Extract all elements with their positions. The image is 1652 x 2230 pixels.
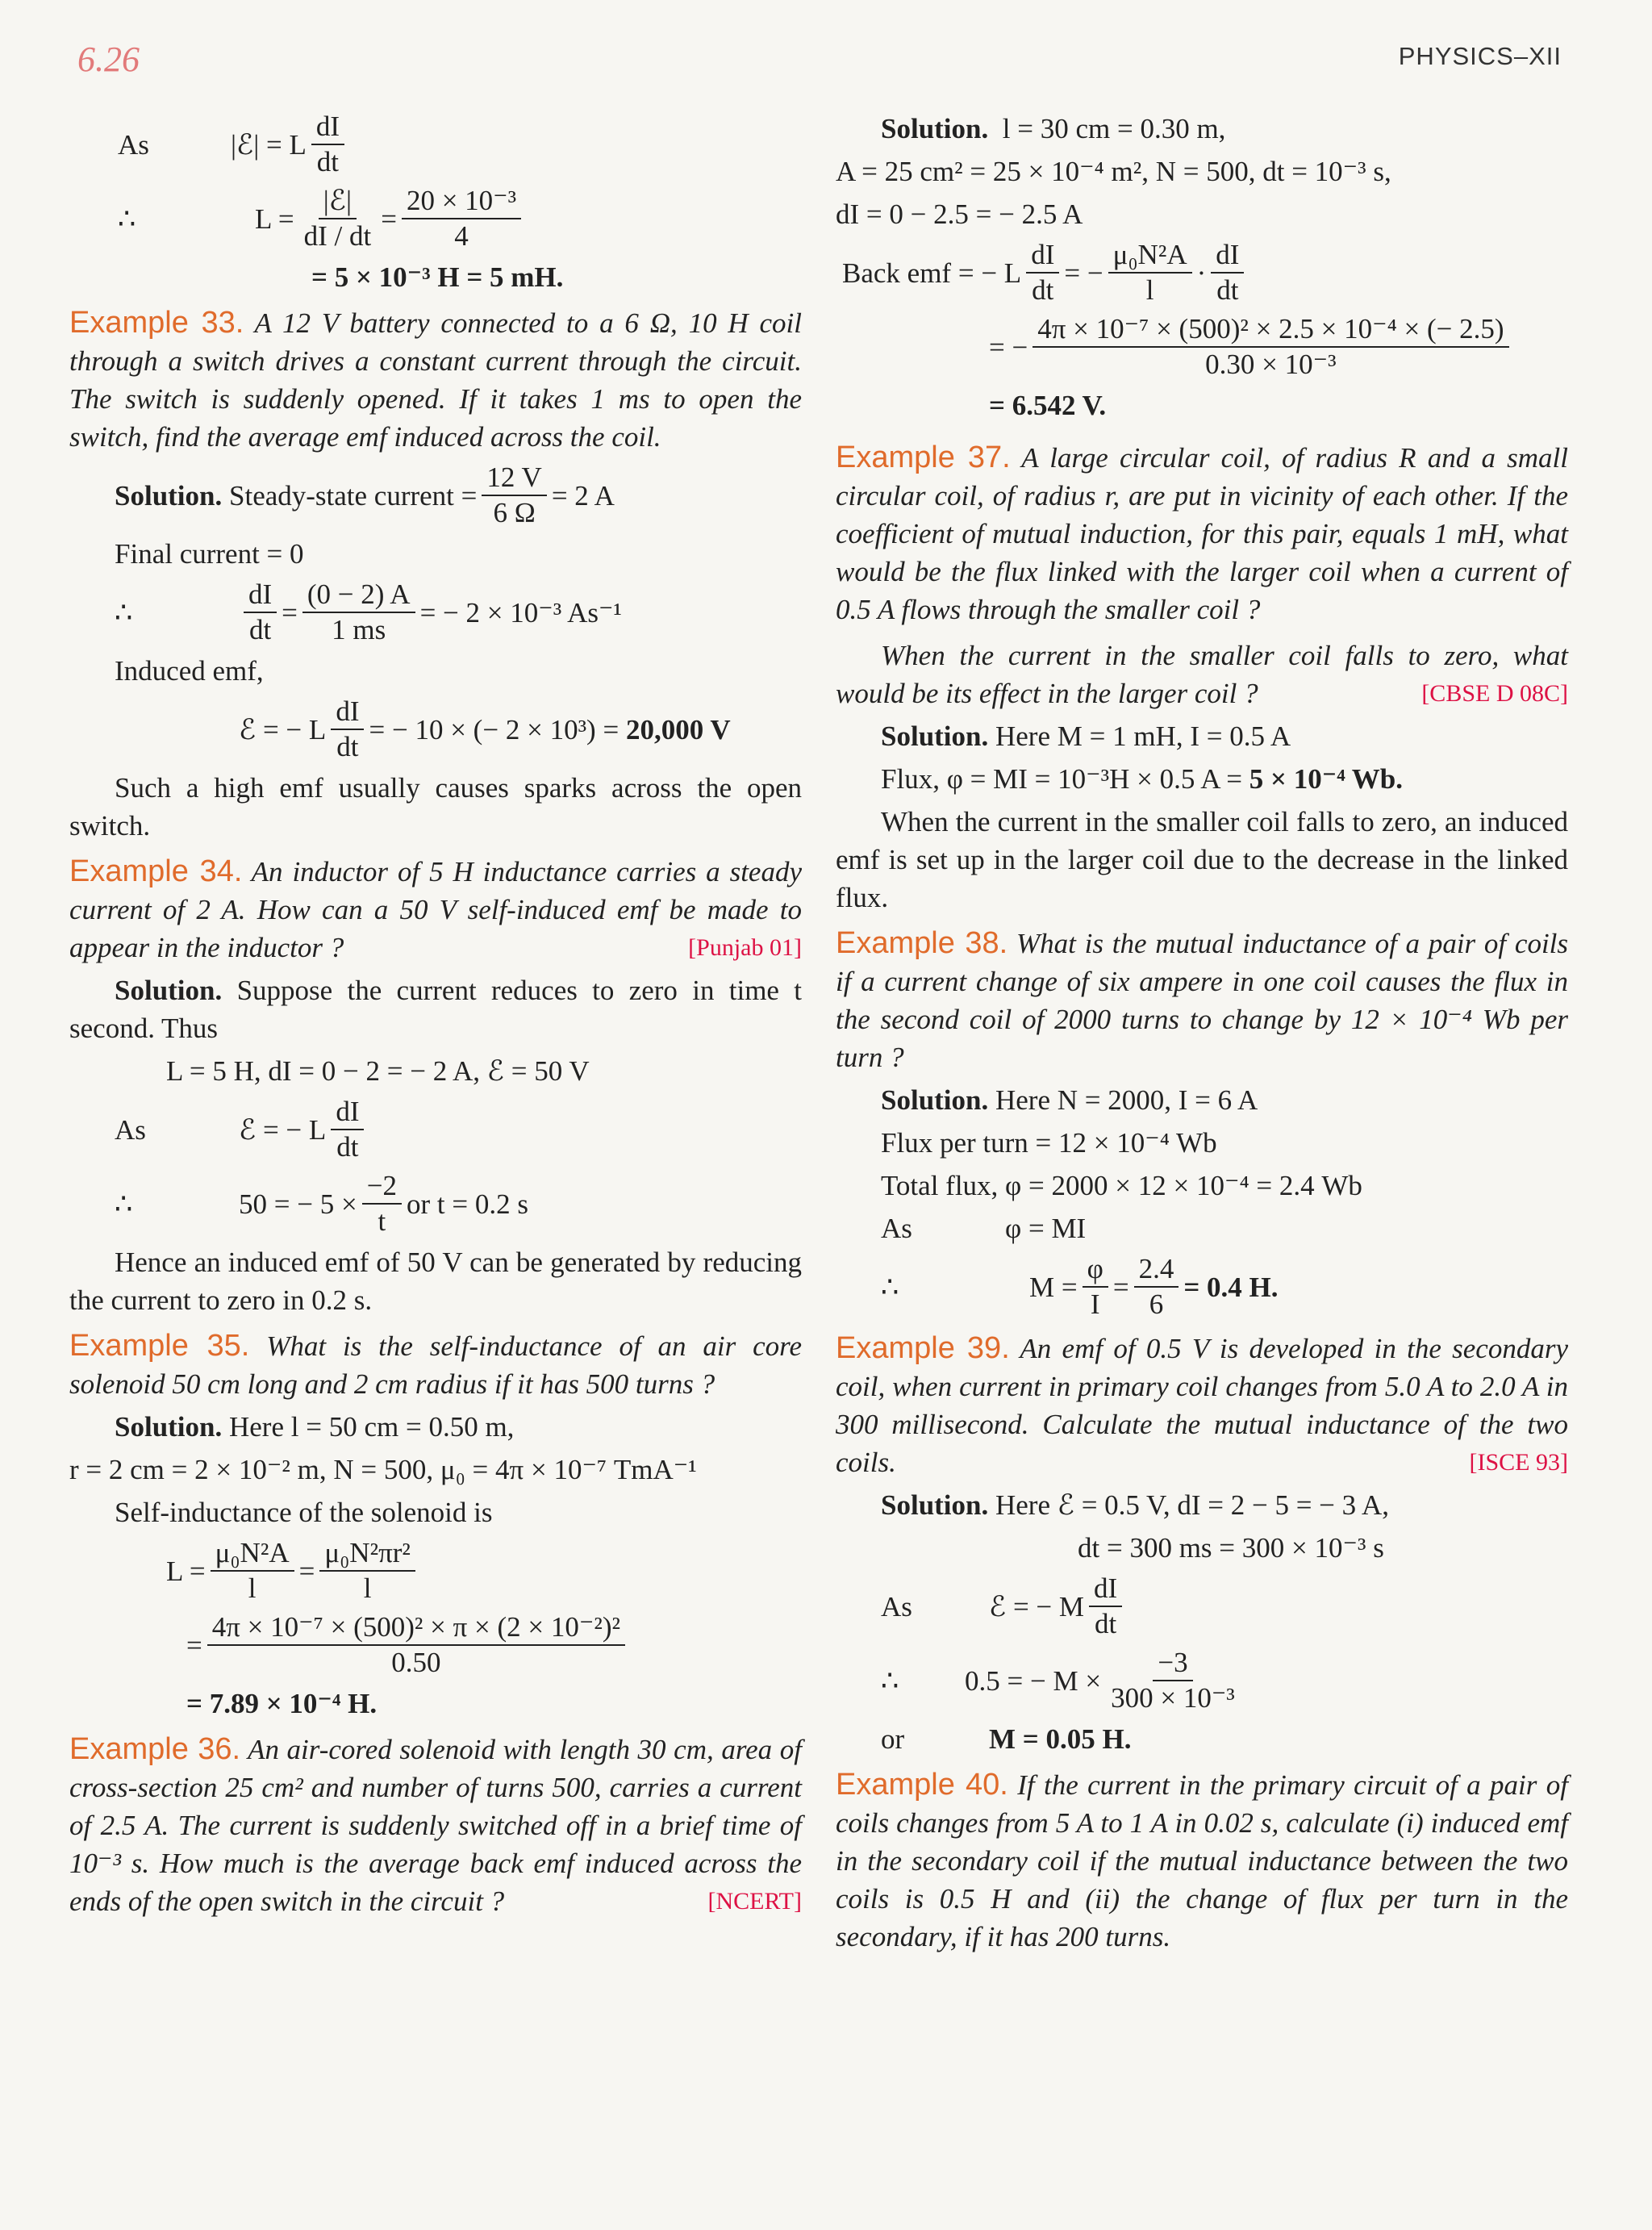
- fraction: [362, 1169, 402, 1238]
- numerator: dI: [1026, 238, 1059, 274]
- numerator: dI: [331, 1095, 364, 1130]
- equation: [69, 578, 802, 647]
- example-37: [836, 439, 1568, 628]
- equation: [836, 1646, 1568, 1715]
- denominator: dt: [316, 146, 340, 177]
- result: = 7.89 × 10⁻⁴ H.: [186, 1688, 378, 1719]
- solution-text: Here N = 2000, I = 6 A: [995, 1084, 1258, 1116]
- fraction: [1108, 238, 1192, 307]
- source-tag: [Punjab 01]: [688, 934, 802, 961]
- eq-lead: ∴: [115, 596, 133, 628]
- fraction: [302, 578, 415, 647]
- numerator: dI: [311, 110, 344, 145]
- equation: [69, 1095, 802, 1164]
- eq-text: Steady-state current =: [229, 479, 478, 512]
- eq-lead: ∴: [115, 1188, 133, 1220]
- numerator: 20 × 10⁻³: [402, 184, 521, 219]
- equation: [836, 1572, 1568, 1641]
- numerator: μ₀N²A: [211, 1536, 294, 1572]
- example-37-part2: [836, 637, 1568, 712]
- numerator: |ℰ|: [319, 184, 357, 219]
- given-line: r = 2 cm = 2 × 10⁻² m, N = 500, μ₀ = 4π × 10⁻⁷ TmA⁻¹: [69, 1454, 697, 1485]
- fraction: [402, 184, 521, 253]
- denominator: dt: [336, 731, 359, 762]
- fraction: [1106, 1646, 1240, 1715]
- example-text: An emf of 0.5 V is developed in the secondary coil, when current in primary coil changes from 5.0 A to 2.0 A in 300 millisecond. Calculate the mutual inductance of the two coils.: [836, 1333, 1568, 1478]
- solution-label: Solution.: [881, 113, 989, 144]
- page-number: 6.26: [77, 40, 140, 79]
- eq-text: L =: [255, 203, 294, 235]
- denominator: dt: [1095, 1608, 1117, 1639]
- given-line: dI = 0 − 2.5 = − 2.5 A: [836, 198, 1083, 230]
- text-line: dt = 300 ms = 300 × 10⁻³ s: [1078, 1532, 1384, 1564]
- solution-text: Here l = 50 cm = 0.50 m,: [229, 1411, 515, 1443]
- example-40: [836, 1766, 1568, 1956]
- left-column: [69, 105, 802, 1920]
- eq-result: = 0.4 H.: [1183, 1271, 1279, 1303]
- example-text: What is the mutual inductance of a pair of coils if a current change of six ampere in one coil causes the flux in the second coil of 2000 turns to change by 12 × 10⁻⁴ Wb per turn ?: [836, 928, 1569, 1073]
- eq-text: ℰ = − L: [239, 1113, 327, 1146]
- running-head: PHYSICS–XII: [1398, 42, 1562, 70]
- equation: [836, 1720, 1568, 1758]
- fraction: [1032, 312, 1508, 382]
- eq-text: M =: [1029, 1271, 1078, 1303]
- example-text: When the current in the smaller coil falls to zero, what would be its effect in the larger coil ?: [836, 640, 1568, 709]
- example-38: [836, 925, 1568, 1076]
- denominator: l: [248, 1572, 257, 1604]
- fraction: [207, 1610, 625, 1680]
- fraction: [482, 461, 546, 530]
- denominator: 0.30 × 10⁻³: [1205, 349, 1337, 380]
- fraction: [1211, 238, 1244, 307]
- numerator: dI: [331, 695, 364, 730]
- equation: [836, 1252, 1568, 1322]
- numerator: φ: [1083, 1252, 1108, 1288]
- text-line: Final current = 0: [115, 538, 304, 570]
- text-line: Flux per turn = 12 × 10⁻⁴ Wb: [881, 1127, 1217, 1159]
- solution-line: [836, 1486, 1568, 1524]
- solution-line: [69, 1408, 802, 1446]
- numerator: μ₀N²πr²: [319, 1536, 415, 1572]
- solution-line: [836, 717, 1568, 755]
- eq-lead: As: [881, 1590, 912, 1622]
- eq-text: =: [186, 1629, 202, 1661]
- eq-text: |ℰ| = L: [231, 128, 307, 161]
- eq-text: =: [282, 596, 298, 628]
- example-33: [69, 304, 802, 456]
- eq-text: ℰ = − L: [239, 713, 327, 745]
- given-line: L = 5 H, dI = 0 − 2 = − 2 A, ℰ = 50 V: [166, 1055, 590, 1087]
- solution-line: [836, 110, 1568, 148]
- eq-text: φ = MI: [1005, 1213, 1087, 1244]
- example-35: [69, 1327, 802, 1403]
- eq-text: = −: [989, 331, 1028, 363]
- text-line: Induced emf,: [115, 655, 264, 687]
- fraction: [331, 695, 364, 764]
- numerator: dI: [1089, 1572, 1122, 1607]
- solution-text: l = 30 cm = 0.30 m,: [1002, 113, 1226, 144]
- example-text: A 12 V battery connected to a 6 Ω, 10 H coil through a switch drives a constant current through the circuit. The switch is suddenly opened. If it takes 1 ms to open the switch, find the average emf induced across the coil.: [69, 307, 802, 453]
- numerator: (0 − 2) A: [302, 578, 415, 613]
- denominator: 4: [454, 220, 469, 252]
- example-text: An inductor of 5 H inductance carries a steady current of 2 A. How can a 50 V self-induced emf be made to appear in the inductor ?: [69, 856, 803, 963]
- numerator: dI: [244, 578, 277, 613]
- paragraph: When the current in the smaller coil falls to zero, an induced emf is set up in the larger coil due to the decrease in the linked flux.: [836, 806, 1568, 913]
- solution-label: Solution.: [881, 1489, 989, 1521]
- eq-lead: As: [118, 128, 149, 161]
- fraction: [244, 578, 277, 647]
- equation: [69, 1169, 802, 1238]
- text-line: Total flux, φ = 2000 × 12 × 10⁻⁴ = 2.4 Wb: [881, 1170, 1362, 1201]
- given-line: A = 25 cm² = 25 × 10⁻⁴ m², N = 500, dt = 10⁻³ s,: [836, 156, 1391, 187]
- solution-line: [836, 1081, 1568, 1119]
- numerator: 12 V: [482, 461, 546, 496]
- numerator: dI: [1211, 238, 1244, 274]
- denominator: dt: [248, 614, 272, 645]
- result: = 6.542 V.: [989, 390, 1107, 421]
- flux-line: [836, 760, 1568, 798]
- eq-text: 50 = − 5 ×: [239, 1188, 357, 1220]
- fraction: [1134, 1252, 1179, 1322]
- source-tag: [NCERT]: [707, 1888, 802, 1915]
- solution-label: Solution.: [115, 479, 223, 512]
- eq-result: M = 0.05 H.: [989, 1723, 1132, 1755]
- example-label: Example 39.: [836, 1331, 1010, 1365]
- text-line: Self-inductance of the solenoid is: [115, 1497, 493, 1528]
- paragraph: [69, 971, 802, 1047]
- solution-label: Solution.: [881, 1084, 989, 1116]
- numerator: 4π × 10⁻⁷ × (500)² × 2.5 × 10⁻⁴ × (− 2.5): [1032, 312, 1508, 348]
- right-column: [836, 105, 1568, 1956]
- equation: [69, 1536, 802, 1606]
- eq-text: = 2 A: [551, 479, 615, 512]
- denominator: 300 × 10⁻³: [1111, 1682, 1235, 1714]
- eq-text: Flux, φ = MI = 10⁻³H × 0.5 A =: [881, 763, 1243, 795]
- solution-text: Here M = 1 mH, I = 0.5 A: [995, 720, 1291, 752]
- denominator: dI / dt: [303, 220, 372, 252]
- source-tag: [CBSE D 08C]: [1421, 680, 1568, 707]
- eq-text: =: [381, 203, 397, 235]
- eq-lead: As: [115, 1113, 146, 1146]
- example-34: [69, 853, 802, 967]
- denominator: l: [1145, 274, 1154, 306]
- fraction: [1089, 1572, 1122, 1641]
- equation: [836, 312, 1568, 382]
- solution-text: Here ℰ = 0.5 V, dI = 2 − 5 = − 3 A,: [995, 1489, 1390, 1521]
- eq-text: Back emf = − L: [842, 257, 1022, 289]
- eq-lead: or: [881, 1723, 905, 1755]
- denominator: dt: [336, 1131, 359, 1163]
- denominator: I: [1090, 1288, 1100, 1320]
- paragraph: Such a high emf usually causes sparks across the open switch.: [69, 772, 802, 841]
- numerator: μ₀N²A: [1108, 238, 1192, 274]
- numerator: −2: [362, 1169, 402, 1205]
- denominator: 6: [1149, 1288, 1164, 1320]
- example-label: Example 34.: [69, 854, 243, 888]
- equation: [69, 695, 802, 764]
- eq-text: = −: [1064, 257, 1103, 289]
- source-tag: [ISCE 93]: [1469, 1449, 1568, 1476]
- equation: [69, 461, 802, 530]
- fraction: [211, 1536, 294, 1606]
- eq-lead: ∴: [881, 1664, 899, 1697]
- example-label: Example 33.: [69, 306, 244, 340]
- example-label: Example 35.: [69, 1329, 250, 1363]
- example-label: Example 37.: [836, 441, 1011, 474]
- fraction: [1083, 1252, 1108, 1322]
- eq-text: ℰ = − M: [989, 1590, 1085, 1622]
- numerator: −3: [1153, 1646, 1192, 1681]
- eq-lead: ∴: [118, 203, 136, 235]
- example-text: If the current in the primary circuit of a pair of coils changes from 5 A to 1 A in 0.02 s, calculate (i) induced emf in the secondary coil if the mutual inductance between the two coils is 0.5 H and (ii) the change of flux per turn in the secondary, if it has 200 turns.: [836, 1769, 1569, 1952]
- equation: [836, 238, 1568, 307]
- example-label: Example 38.: [836, 926, 1008, 960]
- eq-text: L =: [166, 1555, 206, 1587]
- example-text: A large circular coil, of radius R and a small circular coil, of radius r, are put in vicinity of each other. If the coefficient of mutual induction, for this pair, equals 1 mH, what would be the flux linked with the larger coil when a current of 0.5 A flows through the smaller coil ?: [836, 442, 1569, 625]
- eq-text: 0.5 = − M ×: [965, 1664, 1102, 1697]
- fraction: [311, 110, 344, 179]
- denominator: l: [363, 1572, 372, 1604]
- eq-text: = − 2 × 10⁻³ As⁻¹: [419, 596, 622, 628]
- eq-lead: As: [881, 1213, 912, 1244]
- equation: [69, 1610, 802, 1680]
- denominator: 1 ms: [332, 614, 386, 645]
- equation: [836, 1209, 1568, 1247]
- eq-text: ·: [1196, 257, 1207, 289]
- example-36: [69, 1731, 802, 1920]
- example-text: What is the self-inductance of an air core solenoid 50 cm long and 2 cm radius if it has 500 turns ?: [69, 1330, 803, 1400]
- example-label: Example 40.: [836, 1768, 1008, 1802]
- equation: [69, 110, 802, 179]
- eq-text: =: [298, 1555, 315, 1587]
- denominator: dt: [1032, 274, 1054, 306]
- eq-text: = − 10 × (− 2 × 10³) =: [369, 713, 620, 745]
- solution-text: Suppose the current reduces to zero in time t second. Thus: [69, 975, 803, 1044]
- solution-label: Solution.: [115, 975, 223, 1006]
- eq-lead: ∴: [881, 1271, 899, 1303]
- example-label: Example 36.: [69, 1732, 241, 1766]
- fraction: [319, 1536, 415, 1606]
- fraction: [331, 1095, 364, 1164]
- denominator: 0.50: [391, 1647, 441, 1678]
- eq-result: 20,000 V: [625, 713, 731, 745]
- denominator: t: [378, 1205, 386, 1237]
- solution-label: Solution.: [115, 1411, 223, 1443]
- numerator: 4π × 10⁻⁷ × (500)² × π × (2 × 10⁻²)²: [207, 1610, 625, 1646]
- eq-result: 5 × 10⁻⁴ Wb.: [1249, 763, 1404, 795]
- eq-text: =: [1112, 1271, 1129, 1303]
- example-39: [836, 1330, 1568, 1481]
- equation: [69, 184, 802, 253]
- eq-text: or t = 0.2 s: [406, 1188, 528, 1220]
- solution-label: Solution.: [881, 720, 989, 752]
- denominator: 6 Ω: [493, 497, 536, 528]
- example-text: An air-cored solenoid with length 30 cm, area of cross-section 25 cm² and number of turns 500, carries a current of 2.5 A. The current is suddenly switched off in a brief time of 10⁻³ s. How much is the average back emf induced across the ends of the open switch in the circuit ?: [69, 1734, 803, 1917]
- numerator: 2.4: [1134, 1252, 1179, 1288]
- paragraph: Hence an induced emf of 50 V can be generated by reducing the current to zero in 0.2 s.: [69, 1247, 802, 1316]
- denominator: dt: [1216, 274, 1239, 306]
- fraction: [299, 184, 377, 253]
- fraction: [1026, 238, 1059, 307]
- result: = 5 × 10⁻³ H = 5 mH.: [311, 261, 564, 293]
